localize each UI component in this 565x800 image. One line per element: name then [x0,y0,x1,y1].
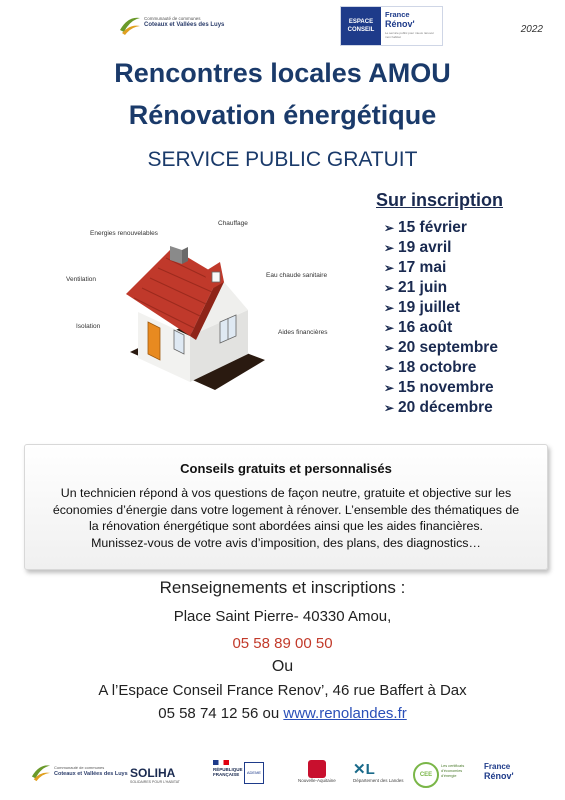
nouvelle-aquitaine-logo [298,760,336,794]
label-aides: Aides financières [278,329,328,336]
info-box-title: Conseils gratuits et personnalisés [180,461,392,476]
ec-small-text: Le service public pour mieux rénover mon habitat [385,31,435,39]
date-text: 17 mai [398,259,447,276]
renov-text: Rénov' [385,19,415,29]
na-text: Nouvelle-Aquitaine [298,778,336,783]
espace-conseil-label: ESPACE CONSEIL [341,7,381,45]
arrow-icon: ➢ [384,361,395,375]
date-text: 20 septembre [398,339,498,356]
dl-text: Département des Landes [353,778,404,783]
arrow-icon: ➢ [384,321,395,335]
label-ventilation: Ventilation [66,276,96,283]
footer-cc-name: Coteaux et Vallées des Luys [54,771,128,777]
list-item [384,238,498,258]
contact-address-2: A l’Espace Conseil France Renov’, 46 rue Baffert à Dax [98,682,467,699]
info-line-1: Un technicien répond à vos questions de façon neutre, gratuite et objective sur les [60,486,512,500]
arrow-icon: ➢ [384,401,395,415]
arrow-icon: ➢ [384,261,395,275]
flag-icon [213,760,229,765]
info-box [24,444,548,570]
soliha-logo [130,766,180,800]
date-text: 15 novembre [398,379,494,396]
list-item [384,278,498,298]
label-eau: Eau chaude sanitaire [266,272,328,279]
list-item [384,338,498,358]
rf-text: RÉPUBLIQUE FRANÇAISE [213,767,243,777]
date-text: 19 juillet [398,299,461,316]
title-line-1: Rencontres locales AMOU [114,58,451,88]
cc-coteaux-logo [118,14,225,36]
list-item [384,318,498,338]
landes-logo [353,762,404,796]
france-renov-footer-logo [484,762,514,796]
inscription-title: Sur inscription [376,190,504,210]
region-shape-icon [308,760,326,778]
footer-renov: Rénov' [484,771,514,781]
list-item [384,398,498,418]
website-link[interactable]: www.renolandes.fr [283,705,407,722]
subtitle: SERVICE PUBLIC GRATUIT [147,148,418,171]
label-chauffage: Chauffage [218,220,248,227]
date-text: 20 décembre [398,399,493,416]
footer-cc-small: Communauté de communes [54,765,105,770]
footer-logos [0,756,565,790]
ademe-logo: ADEME [244,762,264,784]
list-item [384,378,498,398]
footer-cc-logo [30,756,128,790]
arrow-icon: ➢ [384,301,395,315]
cee-text: Les certificats d'économies d'énergie [441,764,465,778]
label-isolation: Isolation [76,323,101,330]
contact-phone-1[interactable]: 05 58 89 00 50 [232,635,333,652]
contact-ou: ou [258,705,284,722]
swoosh-icon [30,762,52,782]
arrow-icon: ➢ [384,221,395,235]
arrow-icon: ➢ [384,381,395,395]
soliha-small: SOLIDAIRES POUR L'HABITAT [130,780,180,784]
date-text: 19 avril [398,239,452,256]
label-energies: Energies renouvelables [90,230,158,237]
swoosh-icon [118,14,142,36]
year-label: 2022 [520,24,543,35]
date-text: 16 août [398,319,453,336]
contact-phone-2[interactable]: 05 58 74 12 56 [158,705,259,722]
dates-list [384,218,498,418]
list-item [384,358,498,378]
contact-or: Ou [271,658,294,675]
soliha-name: SOLIHA [130,766,176,780]
arrow-icon: ➢ [384,281,395,295]
contact-address: Place Saint Pierre- 40330 Amou, [173,608,392,625]
cee-circle: CEE [413,762,439,788]
list-item [384,258,498,278]
republique-francaise-logo [213,760,241,794]
contact-heading: Renseignements et inscriptions : [159,578,406,597]
date-text: 21 juin [398,279,448,296]
cc-logo-small-text: Communauté de communes [144,16,201,21]
info-line-2: économies d’énergie dans votre logement à rénover. L’ensemble des thématiques de [52,502,520,517]
list-item [384,298,498,318]
arrow-icon: ➢ [384,241,395,255]
arrow-icon: ➢ [384,341,395,355]
france-text: France [385,10,410,19]
landes-mark-icon: ✕L [353,761,375,778]
cc-logo-name: Coteaux et Vallées des Luys [144,22,225,28]
info-line-4: Munissez-vous de votre avis d’imposition, des plans, des diagnostics… [91,535,481,550]
title-line-2: Rénovation énergétique [128,100,437,130]
date-text: 18 octobre [398,359,477,376]
list-item [384,218,498,238]
espace-conseil-logo [340,6,443,46]
info-line-3: la rénovation énergétique sont abordées ainsi que les aides financières. [88,519,483,533]
info-box-text [35,485,537,551]
footer-france: France [484,762,511,771]
house-illustration [120,232,270,397]
date-text: 15 février [398,219,467,236]
contact-phone-web-line [0,705,565,722]
